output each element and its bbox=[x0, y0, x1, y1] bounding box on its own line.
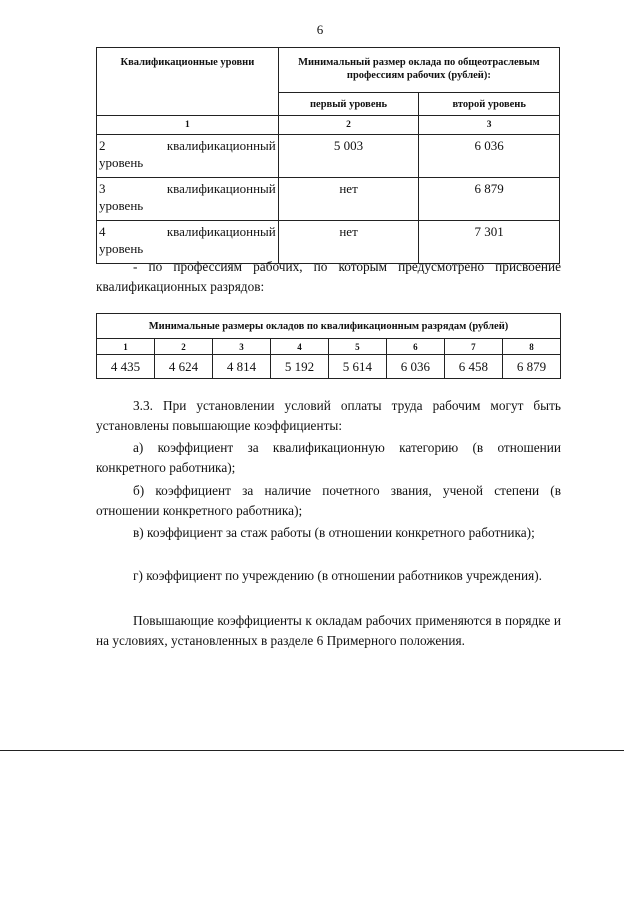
grade-salary: 4 624 bbox=[154, 355, 212, 379]
page-number: 6 bbox=[316, 22, 324, 37]
grades-table bbox=[96, 313, 561, 379]
item-d bbox=[96, 566, 561, 586]
level-word: квалификационный bbox=[166, 224, 276, 239]
level-number: 2 bbox=[99, 138, 106, 153]
item-c bbox=[96, 523, 561, 543]
first-level-salary: нет bbox=[278, 178, 419, 221]
grade-number: 4 bbox=[270, 339, 328, 355]
item-a bbox=[96, 438, 561, 478]
grade-salary: 4 435 bbox=[97, 355, 155, 379]
level-word: квалификационный bbox=[166, 138, 276, 153]
grade-number: 6 bbox=[386, 339, 444, 355]
item-c-text: в) коэффициент за стаж работы (в отношении конкретного работника); bbox=[133, 525, 535, 540]
level-tail: уровень bbox=[99, 241, 144, 256]
level-tail: уровень bbox=[99, 198, 144, 213]
level-number: 4 bbox=[99, 224, 106, 239]
subheader-second-level: второй уровень bbox=[419, 93, 560, 116]
item-d-text: г) коэффициент по учреждению (в отношении работников учреждения). bbox=[133, 568, 543, 583]
item-b-text: б) коэффициент за наличие почетного звания, ученой степени (в отношении конкретного работника); bbox=[96, 483, 561, 518]
first-level-salary: нет bbox=[278, 221, 419, 264]
grades-table-title: Минимальные размеры окладов по квалификационным разрядам (рублей) bbox=[97, 314, 561, 339]
grade-number: 3 bbox=[212, 339, 270, 355]
column-number: 2 bbox=[278, 116, 419, 135]
second-level-salary: 6 036 bbox=[419, 135, 560, 178]
grade-salary: 5 614 bbox=[328, 355, 386, 379]
item-a-text: а) коэффициент за квалификационную категорию (в отношении конкретного работника); bbox=[96, 440, 561, 475]
grade-salary: 6 458 bbox=[444, 355, 502, 379]
first-level-salary: 5 003 bbox=[278, 135, 419, 178]
final-text: Повышающие коэффициенты к окладам рабочих применяются в порядке и на условиях, установленных в разделе 6 Примерного положения. bbox=[96, 613, 561, 648]
column-header-levels: Квалификационные уровни bbox=[97, 48, 279, 116]
grade-number: 8 bbox=[502, 339, 560, 355]
subheader-first-level: первый уровень bbox=[278, 93, 419, 116]
section-3-3-text: 3.3. При установлении условий оплаты труда рабочим могут быть установлены повышающие коэффициенты: bbox=[96, 398, 561, 433]
grade-salary: 6 879 bbox=[502, 355, 560, 379]
grade-number: 7 bbox=[444, 339, 502, 355]
second-level-salary: 7 301 bbox=[419, 221, 560, 264]
column-number: 1 bbox=[97, 116, 279, 135]
intro-paragraph bbox=[96, 257, 561, 297]
grade-salary: 6 036 bbox=[386, 355, 444, 379]
grade-number: 1 bbox=[97, 339, 155, 355]
level-number: 3 bbox=[99, 181, 106, 196]
column-header-min-salary: Минимальный размер оклада по общеотраслевым профессиям рабочих (рублей): bbox=[278, 48, 559, 93]
table-row bbox=[97, 135, 560, 178]
bottom-divider bbox=[0, 750, 624, 751]
qualification-levels-table bbox=[96, 47, 560, 264]
intro-text: - по профессиям рабочих, по которым предусмотрено присвоение квалификационных разрядов: bbox=[96, 259, 561, 294]
column-number: 3 bbox=[419, 116, 560, 135]
final-paragraph bbox=[96, 611, 561, 651]
grade-number: 2 bbox=[154, 339, 212, 355]
table-row bbox=[97, 178, 560, 221]
grade-number: 5 bbox=[328, 339, 386, 355]
level-tail: уровень bbox=[99, 155, 144, 170]
level-word: квалификационный bbox=[166, 181, 276, 196]
section-3-3-paragraph bbox=[96, 396, 561, 436]
item-b bbox=[96, 481, 561, 521]
grade-salary: 4 814 bbox=[212, 355, 270, 379]
grade-salary: 5 192 bbox=[270, 355, 328, 379]
second-level-salary: 6 879 bbox=[419, 178, 560, 221]
